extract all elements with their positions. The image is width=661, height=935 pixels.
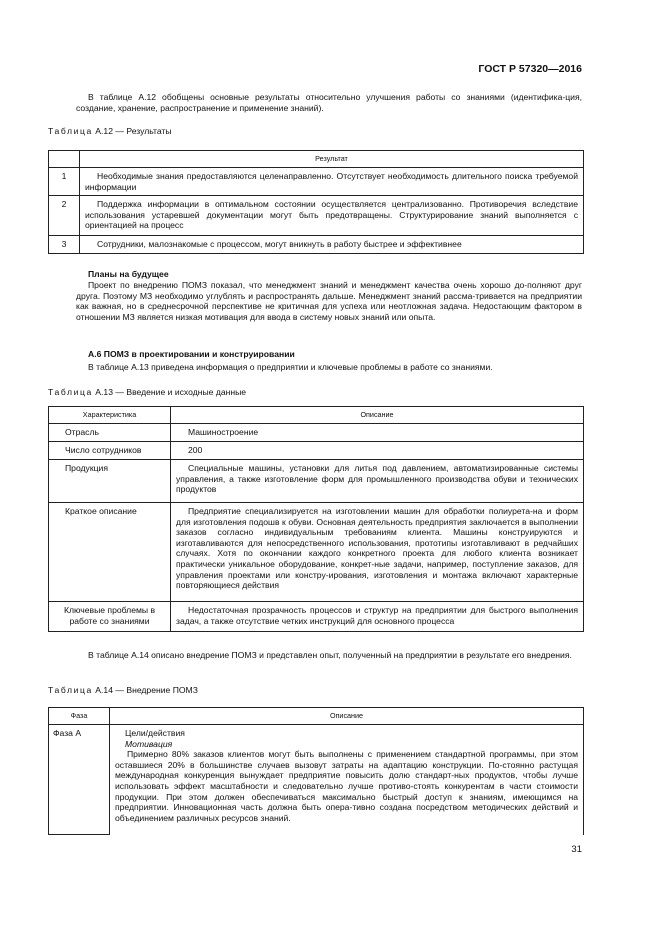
table-row	[49, 725, 584, 835]
caption-prefix: Таблица	[48, 126, 93, 136]
motivation-label: Мотивация	[125, 738, 173, 749]
row-key: Ключевые проблемы в работе со знаниями	[49, 602, 171, 632]
caption-prefix: Таблица	[48, 685, 93, 695]
row-value: Недостаточная прозрачность процессов и структур на предприятии для быстрого выполнения задач, а также отсутствие четких инструкций для основного процесса	[176, 605, 578, 626]
row-number: 3	[49, 236, 80, 254]
table-row	[49, 460, 584, 503]
table-a12	[48, 150, 584, 254]
table-a14	[48, 707, 584, 835]
table-a13-caption	[48, 387, 246, 398]
caption-text: А.13 — Введение и исходные данные	[95, 387, 247, 397]
intro-paragraph: В таблице А.12 обобщены основные результаты относительно улучшения работы со знаниями (идентифика-ция, создание, хранение, распространение и применение знаний).	[76, 92, 582, 113]
table-row	[49, 196, 584, 236]
table-row	[49, 168, 584, 196]
row-key: Число сотрудников	[49, 442, 171, 460]
row-text: Необходимые знания предоставляются целенаправленно. Отсутствует необходимость длительного поиска требуемой информации	[85, 171, 578, 192]
table-header-description: Описание	[171, 407, 584, 424]
table-a12-caption	[48, 126, 172, 137]
row-key: Отрасль	[49, 424, 171, 442]
intro14-paragraph: В таблице А.14 описано внедрение ПОМЗ и представлен опыт, полученный на предприятии в результате его внедрения.	[88, 650, 572, 660]
goals-label: Цели/действия	[125, 728, 185, 738]
row-number: 2	[49, 196, 80, 236]
table-row	[49, 602, 584, 632]
row-number: 1	[49, 168, 80, 196]
row-text: Сотрудники, малознакомые с процессом, могут вникнуть в работу быстрее и эффективнее	[97, 239, 462, 249]
row-value: Специальные машины, установки для литья под давлением, автоматизированные системы управления, а также изготовление форм для промышленного производства обуви и технических продуктов	[176, 463, 578, 495]
row-value: Машиностроение	[188, 427, 259, 437]
plans-title: Планы на будущее	[88, 269, 169, 279]
caption-text: А.14 — Внедрение ПОМЗ	[95, 685, 198, 695]
row-value: Предприятие специализируется на изготовлении машин для обработки полиурета-на и форм для изготовления подошв к обуви. Основная деятельность предприятия заключается в выполнении заказов согласно индивидуальным требованиям клиента. Машины конструируются и изготавливаются для непосредственного использования, прототипы изготавливают в редчайших случаях. Хотя по окончании каждого конкретного проекта для любого клиента возникает практически уникальное оборудование, конкрет-ные задачи, например, поступление заказов, для управления проектами или констру-ирования, изготовления и монтажа включают характерные повторяющиеся действия	[176, 506, 578, 591]
section-title: А.6 ПОМЗ в проектировании и конструировании	[88, 349, 295, 359]
table-header-phase: Фаза	[49, 708, 110, 725]
phase-description: Примерно 80% заказов клиентов могут быть выполнены с применением стандартной программы, при этом оставшиеся 20% в большинстве случаев вызовут затраты на адаптацию конструкции. По-стоянно растущая международная конкуренция вынуждает предприятие повысить долю стандарт-ных продуктов, чтобы лучше использовать эффект масштабности и следовательно лучше противо-стоять конкурентам в части стоимости продукции. При этом должен обеспечиваться максимально быстрый доступ к знаниям, имеющимся на предприятии. Инновационная часть должна быть опера-тивно создана посредством методических действий и объединением различных ресурсов знаний.	[115, 749, 578, 823]
caption-text: А.12 — Результаты	[95, 126, 172, 136]
table-row	[49, 503, 584, 602]
row-key: Краткое описание	[49, 503, 171, 602]
row-value: 200	[188, 445, 203, 455]
table-row	[49, 442, 584, 460]
table-header-result: Результат	[80, 151, 584, 168]
plans-paragraph: Проект по внедрению ПОМЗ показал, что менеджмент знаний и менеджмент качества очень хорошо до-полняют друг друга. Поэтому МЗ необходимо углублять и распространять дальше. Менеджмент знаний рассма-тривается на предприятии как важная, но в среднесрочной перспективе не критичная для успеха или неотложная задача. Недостающим фактором в отношении МЗ является низкая мотивация для ввода в систему новых знаний или опыта.	[76, 280, 582, 322]
table-a13	[48, 406, 584, 632]
row-text: Поддержка информации в оптимальном состоянии осуществляется централизованно. Противоречия вследствие использования устаревшей документации могут быть предотвращены. Структурирование знаний выполняется с ориентацией на процесс	[85, 199, 578, 231]
table-header-description: Описание	[110, 708, 584, 725]
phase-label: Фаза А	[49, 725, 110, 835]
table-row	[49, 424, 584, 442]
row-key: Продукция	[49, 460, 171, 503]
document-id: ГОСТ Р 57320—2016	[478, 63, 582, 75]
table-a14-caption	[48, 685, 198, 696]
section-paragraph: В таблице А.13 приведена информация о предприятии и ключевые проблемы в работе со знаниями.	[88, 362, 493, 372]
page-number: 31	[571, 844, 582, 855]
table-row	[49, 236, 584, 254]
table-header-characteristic: Характеристика	[49, 407, 171, 424]
caption-prefix: Таблица	[48, 387, 93, 397]
